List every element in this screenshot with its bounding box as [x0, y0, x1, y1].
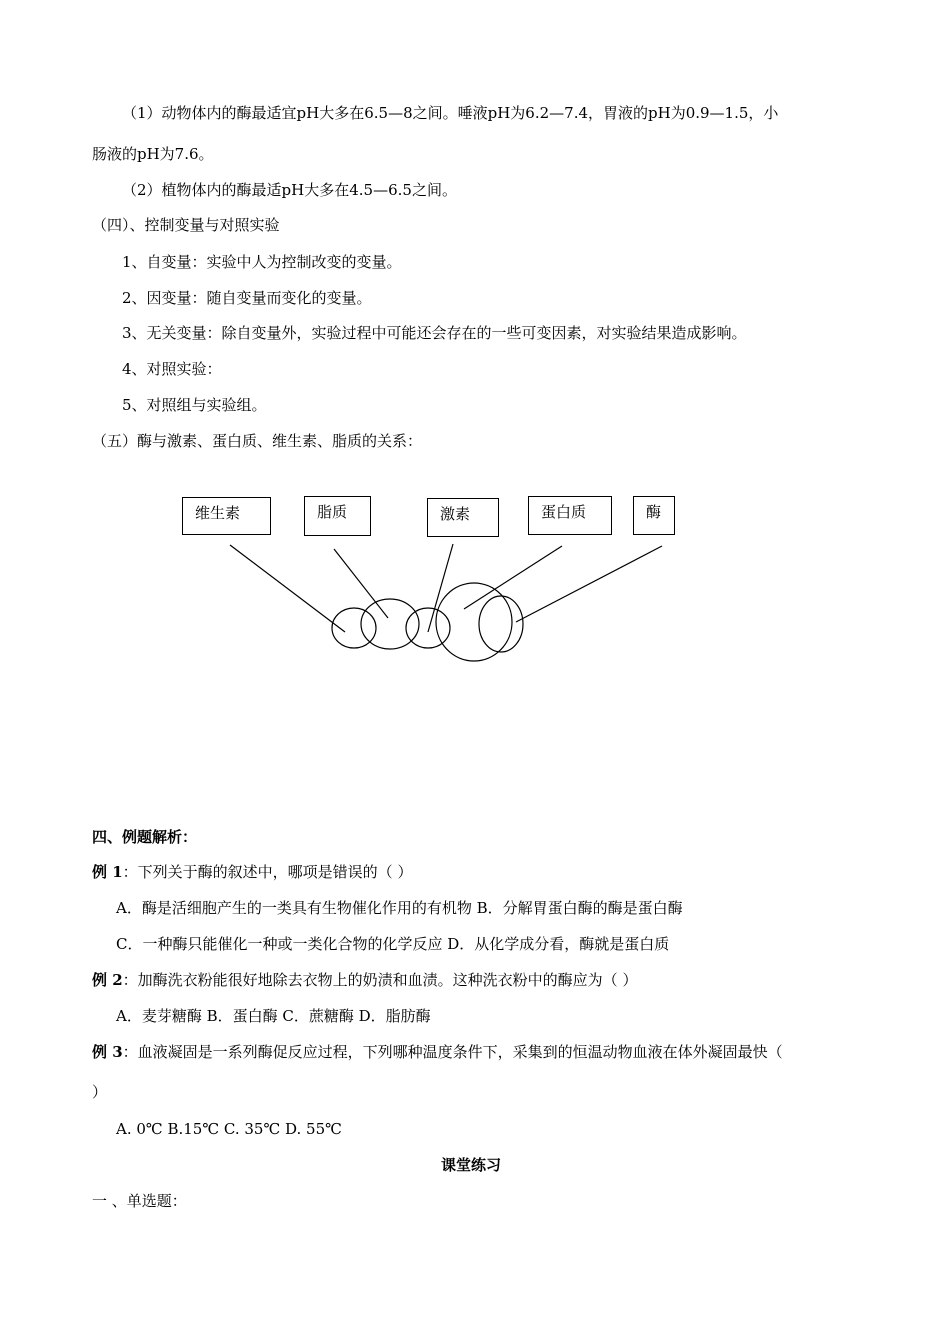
example-2-stem: [92, 970, 637, 990]
section4-title: （四）、控制变量与对照实验: [92, 216, 280, 234]
example-2-options: A．麦芽糖酶 B．蛋白酶 C．蔗糖酶 D．脂肪酶: [116, 1007, 431, 1025]
box-enzyme: 酶: [633, 496, 675, 535]
example-1-options-line2: C．一种酶只能催化一种或一类化合物的化学反应 D．从化学成分看，酶就是蛋白质: [116, 935, 670, 953]
section4-item-2: 2、因变量：随自变量而变化的变量。: [122, 289, 372, 307]
box-protein: 蛋白质: [528, 496, 612, 535]
practice-subtitle: 一 、单选题：: [92, 1192, 187, 1210]
example-2-label: 例 2: [92, 971, 123, 989]
box-lipid: 脂质: [304, 496, 371, 536]
section4-item-1: 1、自变量：实验中人为控制改变的变量。: [122, 253, 402, 271]
connector-protein: [464, 546, 562, 609]
example-3-stem-cont: ）: [92, 1083, 108, 1101]
connector-vitamin: [230, 545, 345, 632]
section4-item-3: 3、无关变量：除自变量外，实验过程中可能还会存在的一些可变因素，对实验结果造成影响。: [122, 324, 747, 342]
example-3-options: A. 0℃ B.15℃ C. 35℃ D. 55℃: [116, 1120, 342, 1138]
ph-plant: （2）植物体内的酶最适pH大多在4.5—6.5之间。: [122, 181, 457, 199]
connector-enzyme: [516, 546, 662, 622]
example-1-stem: [92, 862, 412, 882]
example-3-label: 例 3: [92, 1043, 123, 1061]
circle-enzyme: [479, 596, 523, 652]
example-1-text: ：下列关于酶的叙述中，哪项是错误的（ ）: [122, 863, 413, 881]
example-3-text: ：血液凝固是一系列酶促反应过程，下列哪种温度条件下，采集到的恒温动物血液在体外凝固最快（: [122, 1043, 783, 1061]
circle-hormone: [406, 608, 450, 648]
box-hormone: 激素: [427, 498, 499, 537]
connector-lipid: [334, 549, 388, 618]
example-1-label: 例 1: [92, 863, 123, 881]
section4-item-4: 4、对照实验：: [122, 360, 222, 378]
section5-title: （五）酶与激素、蛋白质、维生素、脂质的关系：: [92, 432, 423, 450]
example-2-text: ：加酶洗衣粉能很好地除去衣物上的奶渍和血渍。这种洗衣粉中的酶应为（ ）: [122, 971, 638, 989]
circle-protein: [436, 583, 512, 661]
examples-heading: 四、例题解析：: [92, 828, 198, 846]
ph-animal-line1: （1）动物体内的酶最适宜pH大多在6.5—8之间。唾液pH为6.2—7.4，胃液的pH为0.9—1.5，小: [122, 104, 779, 122]
example-3-stem: [92, 1042, 783, 1062]
connector-hormone: [428, 544, 453, 632]
section4-item-5: 5、对照组与实验组。: [122, 396, 267, 414]
practice-title: 课堂练习: [441, 1156, 502, 1174]
box-vitamin: 维生素: [182, 497, 271, 535]
example-1-options-line1: A．酶是活细胞产生的一类具有生物催化作用的有机物 B．分解胃蛋白酶的酶是蛋白酶: [116, 899, 683, 917]
ph-animal-line2: 肠液的pH为7.6。: [92, 145, 214, 163]
circle-lipid: [361, 599, 419, 649]
